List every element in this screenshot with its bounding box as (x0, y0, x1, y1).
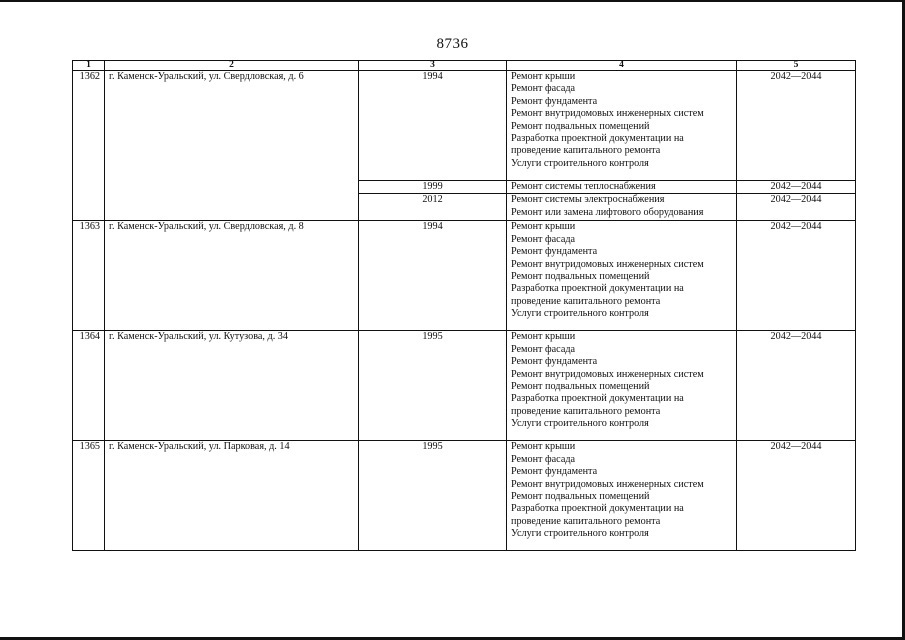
work-item: проведение капитального ремонта (511, 515, 661, 527)
record-year: 1994 (359, 221, 507, 331)
column-header: 3 (359, 61, 507, 71)
scan-border-top (0, 0, 905, 2)
work-item: Ремонт внутридомовых инженерных систем (511, 478, 704, 490)
record-year: 1999 (359, 181, 507, 194)
table-row (73, 441, 856, 551)
work-item: Ремонт крыши (511, 221, 576, 233)
work-item: Разработка проектной документации на (511, 503, 684, 515)
work-item: Разработка проектной документации на (511, 133, 684, 145)
table-row (73, 331, 856, 441)
record-number: 1362 (73, 71, 105, 221)
work-item: Ремонт фундамента (511, 356, 598, 368)
work-item: Ремонт системы теплоснабжения (511, 181, 656, 192)
work-item: проведение капитального ремонта (511, 405, 661, 417)
work-item: Ремонт крыши (511, 331, 576, 343)
record-period: 2042—2044 (737, 194, 856, 221)
work-item: Ремонт подвальных помещений (511, 491, 650, 503)
work-item: Ремонт или замена лифтового оборудования (511, 206, 704, 218)
record-address: г. Каменск-Уральский, ул. Парковая, д. 14 (105, 441, 359, 551)
works-list (507, 181, 737, 194)
record-address: г. Каменск-Уральский, ул. Свердловская, д. 6 (105, 71, 359, 221)
work-item: Ремонт подвальных помещений (511, 381, 650, 393)
column-number-row (73, 61, 856, 71)
record-year: 1995 (359, 441, 507, 551)
work-item: Ремонт крыши (511, 441, 576, 453)
table-row (73, 221, 856, 331)
table-row (73, 71, 856, 181)
works-list (507, 331, 737, 441)
record-period: 2042—2044 (737, 71, 856, 181)
record-number: 1364 (73, 331, 105, 441)
work-item: Ремонт фасада (511, 233, 576, 245)
record-period: 2042—2044 (737, 331, 856, 441)
work-item: Ремонт внутридомовых инженерных систем (511, 108, 704, 120)
work-item: проведение капитального ремонта (511, 145, 661, 157)
work-item: Ремонт фасада (511, 343, 576, 355)
repair-schedule-table (72, 60, 856, 551)
work-item: Услуги строительного контроля (511, 308, 649, 320)
record-year: 1995 (359, 331, 507, 441)
work-item: проведение капитального ремонта (511, 295, 661, 307)
record-period: 2042—2044 (737, 441, 856, 551)
work-item: Услуги строительного контроля (511, 157, 649, 169)
work-item: Ремонт системы электроснабжения (511, 194, 665, 206)
column-header: 5 (737, 61, 856, 71)
record-address: г. Каменск-Уральский, ул. Свердловская, д. 8 (105, 221, 359, 331)
record-number: 1363 (73, 221, 105, 331)
column-header: 4 (507, 61, 737, 71)
record-period: 2042—2044 (737, 221, 856, 331)
works-list (507, 221, 737, 331)
works-list (507, 441, 737, 551)
work-item: Ремонт фасада (511, 453, 576, 465)
page-number: 8736 (436, 36, 469, 52)
work-item: Ремонт подвальных помещений (511, 271, 650, 283)
works-list (507, 71, 737, 181)
record-year: 1994 (359, 71, 507, 181)
work-item: Ремонт фасада (511, 83, 576, 95)
work-item: Ремонт фундамента (511, 246, 598, 258)
work-item: Ремонт крыши (511, 71, 576, 82)
work-item: Разработка проектной документации на (511, 393, 684, 405)
work-item: Ремонт фундамента (511, 466, 598, 478)
column-header: 1 (73, 61, 105, 71)
work-item: Ремонт внутридомовых инженерных систем (511, 368, 704, 380)
work-item: Услуги строительного контроля (511, 528, 649, 540)
record-number: 1365 (73, 441, 105, 551)
work-item: Разработка проектной документации на (511, 283, 684, 295)
work-item: Ремонт фундамента (511, 95, 598, 107)
work-item: Услуги строительного контроля (511, 418, 649, 430)
column-header: 2 (105, 61, 359, 71)
work-item: Ремонт подвальных помещений (511, 120, 650, 132)
work-item: Ремонт внутридомовых инженерных систем (511, 258, 704, 270)
record-period: 2042—2044 (737, 181, 856, 194)
record-address: г. Каменск-Уральский, ул. Кутузова, д. 34 (105, 331, 359, 441)
record-year: 2012 (359, 194, 507, 221)
works-list (507, 194, 737, 221)
